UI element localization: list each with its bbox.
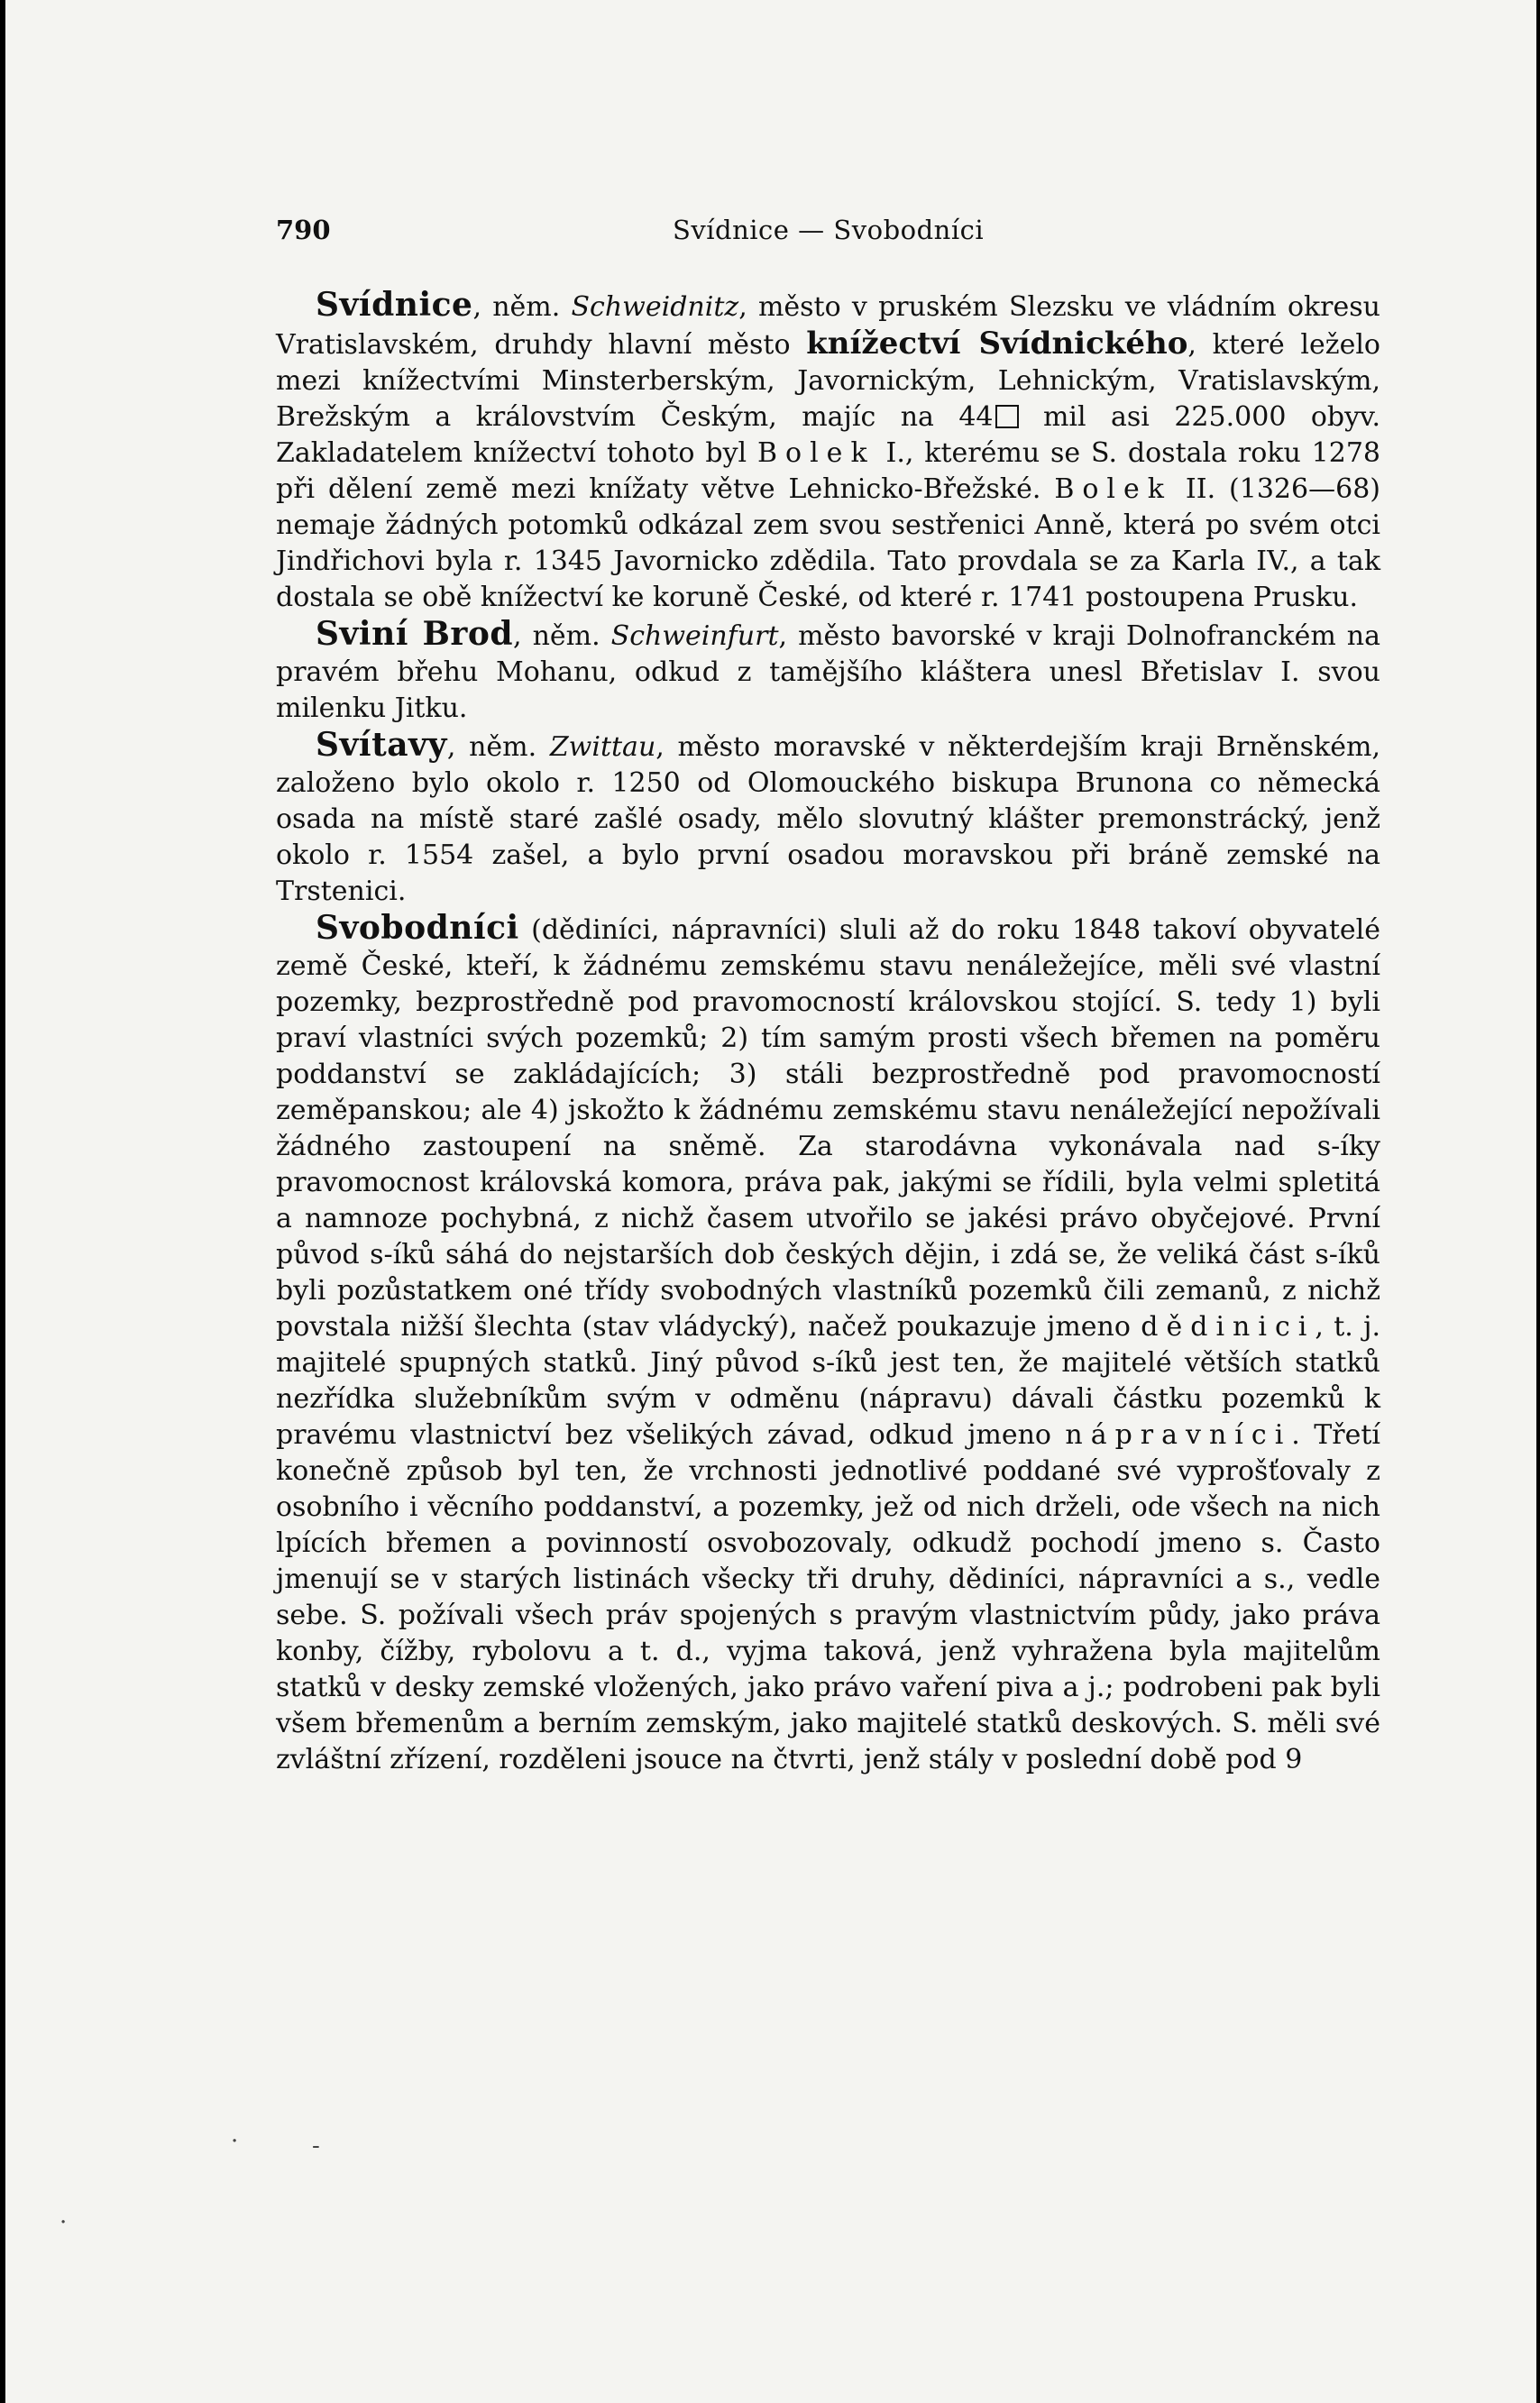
german-name: Schweinfurt [610,620,779,652]
entry-text: (dědiníci, nápravníci) sluli až do roku 1848 takoví obyvatelé země České, kteří, k žádnému zemskému stavu nenáležejíce, měli své vlastní pozemky, bezprostředně pod pravomocností královskou stojící. S. tedy 1) byli praví vlastníci svých pozemků; 2) tím samým prosti všech břemen na poměru poddanství se zakládajících; 3) stáli bezprostředně pod pravomocností zeměpanskou; ale 4) jskožto k žádnému zemskému stavu nenáležející nepožívali žádného zastoupení na sněmě. Za starodávna vykonávala nad s-íky pravomocnost královská komora, práva pak, jakými se řídili, byla velmi spletitá a namnoze pochybná, z nichž časem utvořilo se jakési právo obyčejové. První původ s-íků sáhá do nejstarších dob českých dějin, i zdá se, že veliká část s-íků byli pozůstatkem oné třídy svobodných vlastníků pozemků čili zemanů, z nichž povstala nižší šlechta (stav vládycký), načež poukazuje jmeno [276,914,1380,1343]
headword: Svídnice [316,286,473,324]
page-number: 790 [276,215,331,245]
entry-text: mil asi 225.000 obyv. Zakladatelem knížectví tohoto byl [276,401,1380,469]
entry-text: II. (1326—68) nemaje žádných potomků odkázal zem svou sestřenici Anně, která po svém otci Jindřichovi byla r. 1345 Javornicko zdědila. Tato provdala se za Karla IV., a tak dostala se obě knížectví ke koruně České, od které r. 1741 postoupena Prusku. [276,473,1380,613]
entry-text: , město bavorské v kraji Dolnofranckém na pravém břehu Mohanu, odkud z tamějšího kláštera unesl Břetislav I. svou milenku Jitku. [276,620,1380,724]
spaced-term: nápravníci [1065,1419,1292,1451]
entry-text: . Třetí konečně způsob byl ten, že vrchnosti jednotlivé poddané své vyprošťovaly z osobního i věcního poddanství, a pozemky, jež od nich drželi, ode všech na nich lpících břemen a povinností osvobozovaly, odkudž pochodí jmeno s. Často jmenují se v starých listinách všecky tři druhy, dědiníci, nápravníci a s., vedle sebe. S. požívali všech práv spojených s pravým vlastnictvím půdy, jako práva konby, čížby, rybolovu a t. d., vyjma taková, jenž vyhražena byla majitelům statků v desky zemské vložených, jako právo vaření piva a j.; podrobeni pak byli všem břemenům a berním zemským, jako majitelé statků deskových. S. měli své zvláštní zřízení, rozděleni jsouce na čtvrti, jenž stály v poslední době pod 9 [276,1419,1380,1775]
emphasized-term: knížectví Svídnického [806,326,1188,362]
scan-speck: · [60,2209,68,2236]
running-title: Svídnice — Svobodníci [673,215,985,245]
page-header [276,215,1358,254]
scan-speck: · [231,2128,239,2155]
headword: Sviní Brod [316,615,514,653]
entry-svini-brod [276,616,1380,727]
entry-svitavy [276,727,1380,910]
entry-text: , město moravské v některdejším kraji Brněnském, založeno bylo okolo r. 1250 od Olomouckého biskupa Brunona co německá osada na místě staré zašlé osady, mělo slovutný klášter premonstrácký, jenž okolo r. 1554 zašel, a bylo první osadou moravskou při bráně zemské na Trstenici. [276,731,1380,907]
scan-speck: - [312,2132,320,2160]
entry-text: , něm. [472,291,572,323]
spaced-term: dědinici [1141,1311,1315,1343]
entry-text: , město v pruském Slezsku ve vládním okresu Vratislavském, druhdy hlavní město [276,291,1380,361]
entry-text: , t. j. majitelé spupných statků. Jiný původ s-íků jest ten, že majitelé větších statků nezřídka služebníkům svým v odměnu (nápravu) dávali částku pozemků k pravému vlastnictví bez všelikých závad, odkud jmeno [276,1311,1380,1451]
entry-text: I., kterému se S. dostala roku 1278 při dělení země mezi knížaty větve Lehnicko-Břežské. [276,437,1380,505]
spaced-name: Bolek [1054,473,1172,505]
german-name: Zwittau [549,731,656,763]
entry-svidnice [276,287,1380,616]
dictionary-text [276,287,1380,1778]
entry-text: , něm. [513,620,611,652]
german-name: Schweidnitz [571,291,739,323]
book-page [5,0,1536,2403]
entry-svobodnici [276,910,1380,1778]
entry-text: , které leželo mezi knížectvími Minsterberským, Javornickým, Lehnickým, Vratislavským, Brežským a královstvím Českým, majíc na 44 [276,329,1380,433]
spaced-name: Bolek [756,437,875,469]
headword: Svobodníci [316,909,519,947]
square-mile-symbol [995,405,1019,428]
headword: Svítavy [316,726,447,764]
entry-text: , něm. [446,731,550,763]
